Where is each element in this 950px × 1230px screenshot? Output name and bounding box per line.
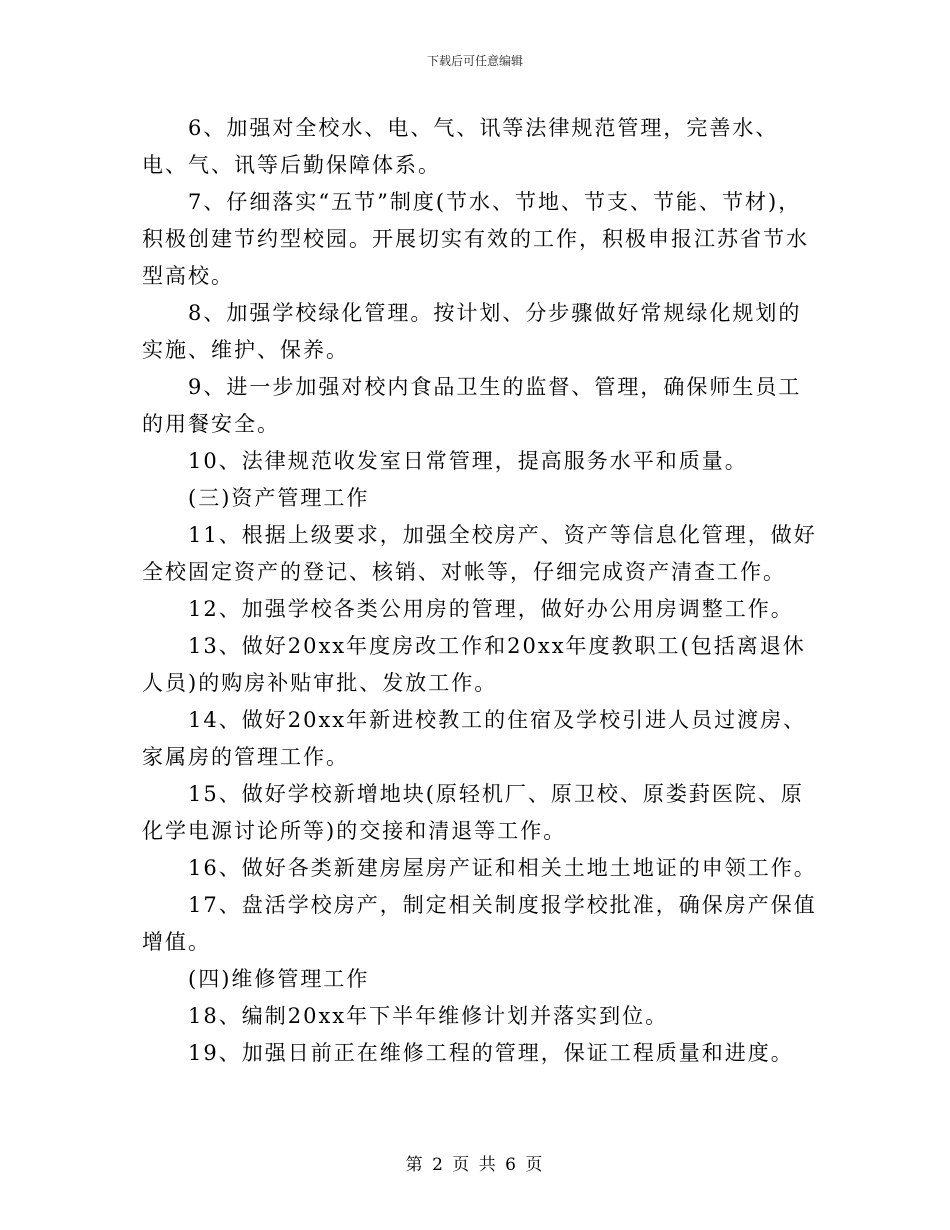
paragraph-item-6: 6、加强对全校水、电、气、讯等法律规范管理，完善水、电、气、讯等后勤保障体系。 [142, 116, 779, 177]
paragraph-item-19: 19、加强日前正在维修工程的管理，保证工程质量和进度。 [188, 1041, 794, 1065]
section-heading-maintenance-management: (四)维修管理工作 [188, 967, 370, 991]
paragraph-item-13: 13、做好20xx年度房改工作和20xx年度教职工(包括离退休人员)的购房补贴审批、发放工作。 [142, 634, 806, 695]
document-body [142, 110, 822, 1072]
section-heading-asset-management: (三)资产管理工作 [188, 486, 370, 510]
page-number-footer: 第 2 页 共 6 页 [405, 1155, 545, 1175]
paragraph-item-14: 14、做好20xx年新进校教工的住宿及学校引进人员过渡房、家属房的管理工作。 [142, 708, 807, 769]
paragraph-item-16: 16、做好各类新建房屋房产证和相关土地土地证的申领工作。 [188, 856, 817, 880]
paragraph-item-9: 9、进一步加强对校内食品卫生的监督、管理，确保师生员工的用餐安全。 [142, 375, 802, 436]
paragraph-item-12: 12、加强学校各类公用房的管理，做好办公用房调整工作。 [188, 597, 794, 621]
paragraph-item-17: 17、盘活学校房产，制定相关制度报学校批准，确保房产保值增值。 [142, 893, 817, 954]
paragraph-item-11: 11、根据上级要求，加强全校房产、资产等信息化管理，做好全校固定资产的登记、核销、对帐等，仔细完成资产清查工作。 [142, 523, 817, 584]
paragraph-item-18: 18、编制20xx年下半年维修计划并落实到位。 [188, 1004, 669, 1028]
paragraph-item-7: 7、仔细落实“五节”制度(节水、节地、节支、节能、节材)，积极创建节约型校园。开展切实有效的工作，积极申报江苏省节水型高校。 [142, 190, 809, 288]
paragraph-item-8: 8、加强学校绿化管理。按计划、分步骤做好常规绿化规划的实施、维护、保养。 [142, 301, 802, 362]
page-header: 下载后可任意编辑 [426, 54, 523, 68]
paragraph-item-15: 15、做好学校新增地块(原轻机厂、原卫校、原娄葑医院、原化学电源讨论所等)的交接和清退等工作。 [142, 782, 804, 843]
paragraph-item-10: 10、法律规范收发室日常管理，提高服务水平和质量。 [188, 449, 748, 473]
